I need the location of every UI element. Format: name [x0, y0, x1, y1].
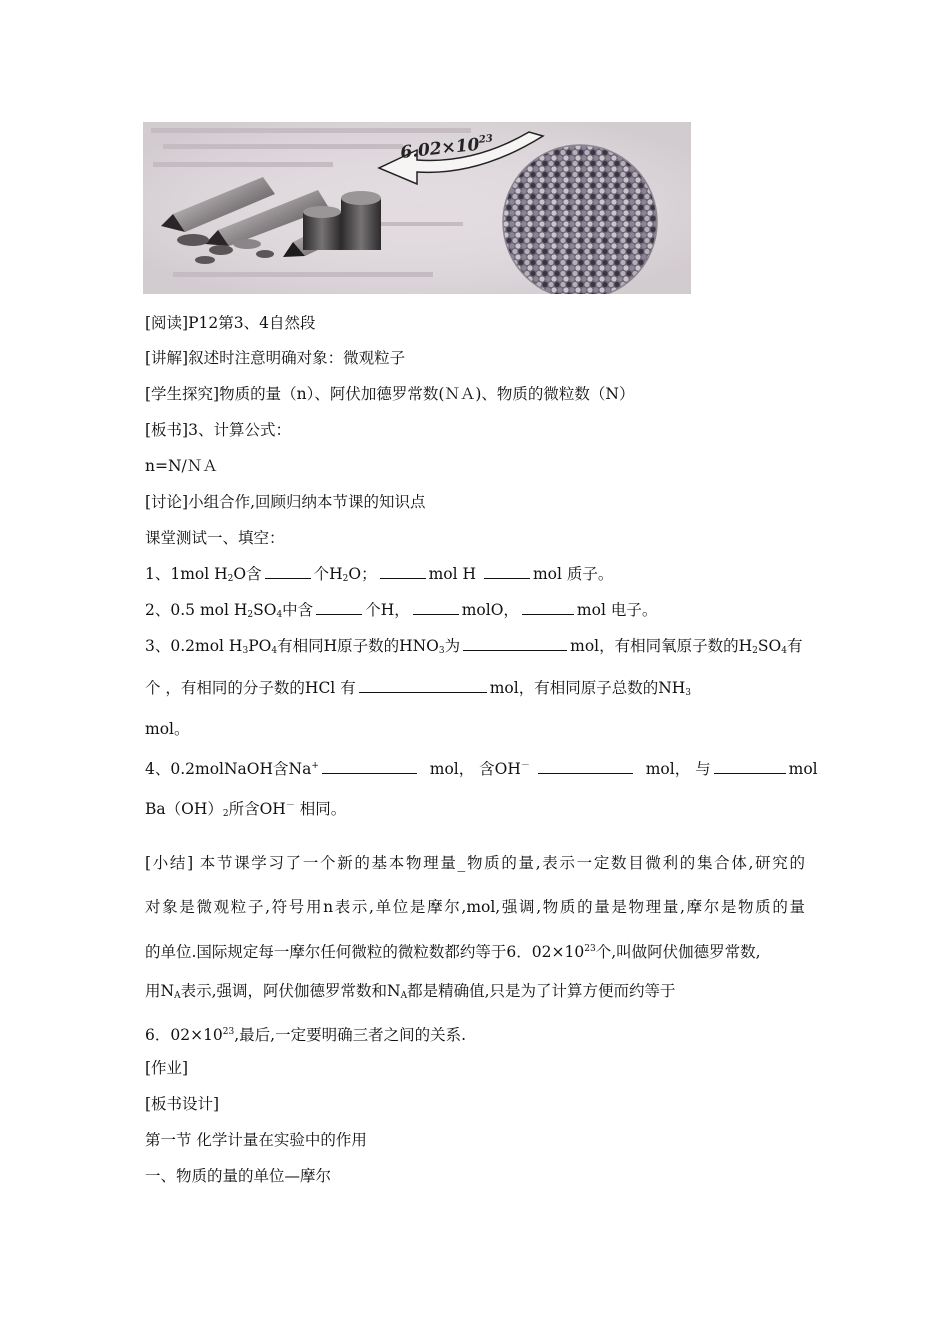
summary-line-3: 的单位.国际规定每一摩尔任何微粒的微粒数都约等于6．$02\times 10^{23}$个,叫做阿伏伽德罗常数, [145, 943, 761, 961]
explore-line: [学生探究]物质的量（n）、阿伏加德罗常数(ＮＡ)、物质的微粒数（N） [145, 385, 635, 403]
question-3: 3、0.2mol $H_3PO_4$有相同H原子数的$HNO_3$为 mol，有相同氧原子数的$H_2SO_4$有 [145, 637, 803, 656]
q1-blank-2[interactable] [380, 564, 426, 579]
discuss-line: [讨论]小组合作,回顾归纳本节课的知识点 [145, 493, 426, 511]
q3-blank-1[interactable] [463, 636, 567, 651]
summary-line-5: 6．$02\times 10^{23}$,最后,一定要明确三者之间的关系. [145, 1026, 467, 1044]
question-4-line-2: $Ba(OH)_2$所含OH－ 相同。 [145, 800, 347, 819]
board-design-line: [板书设计] [145, 1095, 220, 1113]
question-1: 1、1mol $H_2O$含 个$H_2O$； mol H mol 质子。 [145, 565, 614, 584]
explain-line: [讲解]叙述时注意明确对象：微观粒子 [145, 349, 406, 367]
q1-blank-1[interactable] [265, 564, 311, 579]
board-line: [板书]3、计算公式： [145, 421, 291, 439]
atom-lattice-icon [503, 145, 657, 294]
question-3-line-3: mol。 [145, 720, 190, 738]
illustration-figure [143, 122, 691, 294]
q3-blank-2[interactable] [359, 678, 487, 693]
summary-line-2: 对象是微观粒子,符号用n表示,单位是摩尔,mol,强调,物质的量是物理量,摩尔是物质的量 [145, 898, 805, 916]
section-heading: 第一节 化学计量在实验中的作用 [145, 1131, 367, 1149]
q2-blank-1[interactable] [316, 600, 362, 615]
q4-blank-3[interactable] [714, 759, 786, 774]
q2-blank-2[interactable] [413, 600, 459, 615]
q1-blank-3[interactable] [484, 564, 530, 579]
q4-blank-1[interactable] [322, 759, 417, 774]
question-4: 4、0.2molNaOH含Na+ mol， 含OH－ mol， 与 mol [145, 760, 818, 778]
summary-line-4: 用$N_A$表示,强调，阿伏伽德罗常数和$N_A$都是精确值,只是为了计算方便而约等于 [145, 982, 676, 1001]
reading-line: [阅读]P12第3、4自然段 [145, 314, 316, 332]
test-title: 课堂测试一、填空： [145, 529, 285, 547]
question-2: 2、0.5 mol $H_2SO_4$中含 个H， molO， mol 电子。 [145, 601, 658, 620]
q4-blank-2[interactable] [538, 759, 633, 774]
summary-line-1: [小结] 本节课学习了一个新的基本物理量_物质的量,表示一定数目微利的集合体,研究的 [145, 854, 805, 872]
question-3-line-2: 个 ，有相同的分子数的HCl 有 mol，有相同原子总数的$NH_3$ [145, 679, 692, 698]
q2-blank-3[interactable] [522, 600, 574, 615]
homework-line: [作业] [145, 1059, 189, 1077]
avogadro-label: $6.02\times 10^{23}$ [399, 133, 494, 163]
formula-line: n=N/ＮＡ [145, 457, 218, 475]
subsection-heading: 一、物质的量的单位—摩尔 [145, 1167, 332, 1185]
